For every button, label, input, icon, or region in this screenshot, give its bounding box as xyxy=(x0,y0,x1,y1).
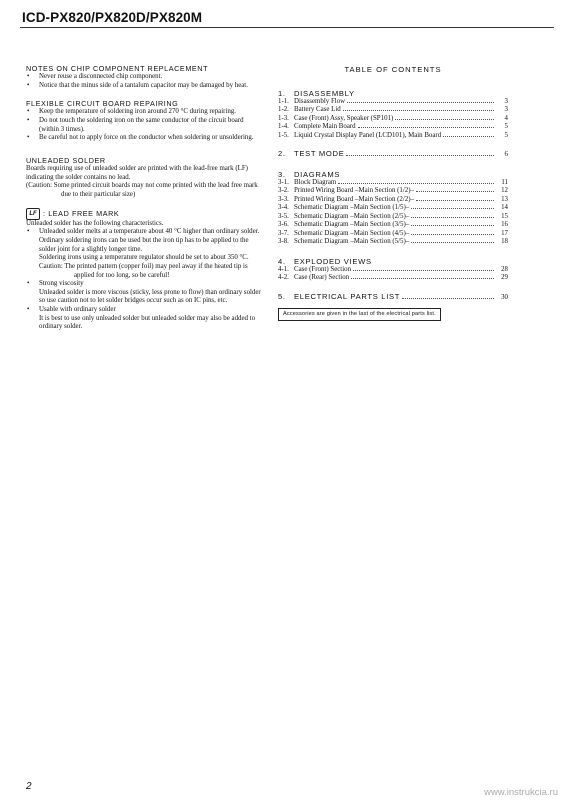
lf-item: • Strong viscosity xyxy=(26,280,262,289)
caution-label: (Caution: xyxy=(26,182,53,190)
toc-entry-label: Case (Front) Assy, Speaker (SP101) xyxy=(294,114,394,122)
toc-page-number: 17 xyxy=(501,229,508,237)
toc-entry[interactable] xyxy=(278,106,508,115)
left-column xyxy=(26,64,262,332)
toc-entry-number: 1-1. xyxy=(278,97,289,105)
toc-entry-label: Case (Rear) Section xyxy=(294,274,350,281)
toc-section-label: ELECTRICAL PARTS LIST xyxy=(294,291,401,301)
toc-entry-label: Printed Wiring Board –Main Section (2/2)– xyxy=(294,195,414,203)
toc-entry[interactable] xyxy=(278,274,508,283)
caution-text: The printed pattern (copper foil) may peel away if the heated tip is applied for too long, so be careful! xyxy=(64,262,248,279)
toc-page-number: 4 xyxy=(504,114,508,122)
leader-dots xyxy=(411,225,494,226)
toc-entry-number: 3-2. xyxy=(278,187,289,194)
unleaded-body: Boards requiring use of unleaded solder are printed with the lead-free mark (LF) indicating the solder contains no lead. xyxy=(26,164,248,181)
leader-dots xyxy=(416,191,494,192)
toc-entry-number: 3-8. xyxy=(278,238,289,245)
accessories-note: Accessories are given in the last of the electrical parts list. xyxy=(278,308,441,321)
unleaded-heading: UNLEADED SOLDER xyxy=(26,155,106,165)
toc-entry-label: Disassembly Flow xyxy=(294,97,346,105)
toc-entry[interactable] xyxy=(278,213,508,222)
toc-entry-label: Complete Main Board xyxy=(294,123,356,130)
leader-dots xyxy=(351,278,494,279)
leader-dots xyxy=(416,200,494,201)
lf-item-detail: Soldering irons using a temperature regulator should be set to about 350 °C. xyxy=(39,254,249,262)
lead-free-mark-icon: LF xyxy=(26,208,40,220)
leader-dots xyxy=(347,102,494,103)
toc-section xyxy=(278,170,508,179)
toc-entry-number: 1-3. xyxy=(278,114,289,122)
toc-section-label: TEST MODE xyxy=(294,149,345,158)
toc-entry-number: 3-5. xyxy=(278,212,289,220)
flex-item: • Be careful not to apply force on the conductor when soldering or unsoldering. xyxy=(26,134,262,143)
toc-page-number: 12 xyxy=(501,187,508,194)
toc-entry[interactable] xyxy=(278,204,508,213)
watermark: www.instrukcia.ru xyxy=(484,787,558,798)
leader-dots xyxy=(343,110,494,111)
header-rule xyxy=(20,27,554,28)
toc-list xyxy=(278,98,508,141)
toc-entry-label: Liquid Crystal Display Panel (LCD101), Main Board xyxy=(294,131,442,139)
toc-entry-label: Schematic Diagram –Main Section (5/5)– xyxy=(294,238,410,245)
chip-item: • Notice that the minus side of a tantalum capacitor may be damaged by heat. xyxy=(26,82,262,91)
toc-entry-label: Schematic Diagram –Main Section (2/5)– xyxy=(294,212,410,220)
toc-page-number: 18 xyxy=(501,238,508,245)
toc-entry-number: 1-4. xyxy=(278,123,289,130)
toc-page-number: 6 xyxy=(504,151,508,158)
toc-page-number: 5 xyxy=(504,123,508,130)
toc-section-number: 4. xyxy=(278,256,286,266)
toc-entry-number: 4-2. xyxy=(278,274,289,281)
flex-heading: FLEXIBLE CIRCUIT BOARD REPAIRING xyxy=(26,99,179,109)
flex-item: • Do not touch the soldering iron on the same conductor of the circuit board (within 3 times). xyxy=(26,117,262,134)
toc-entry-label: Printed Wiring Board –Main Section (1/2)– xyxy=(294,187,414,194)
flex-item: • Keep the temperature of soldering iron around 270 °C during repairing. xyxy=(26,108,262,117)
toc-page-number: 13 xyxy=(501,195,508,203)
toc-entry-label: Schematic Diagram –Main Section (3/5)– xyxy=(294,221,410,228)
toc-entry-label: Schematic Diagram –Main Section (4/5)– xyxy=(294,229,410,237)
toc-section xyxy=(278,257,508,266)
toc-section[interactable] xyxy=(278,293,508,303)
lf-item-detail: It is best to use only unleaded solder but unleaded solder may also be added to ordinary solder. xyxy=(39,314,256,331)
toc-entry[interactable] xyxy=(278,187,508,196)
toc-entry-number: 3-3. xyxy=(278,195,289,203)
toc-title: TABLE OF CONTENTS xyxy=(344,65,442,74)
toc-section-label: DIAGRAMS xyxy=(294,169,341,179)
lf-item: • Usable with ordinary solder xyxy=(26,306,262,315)
leader-dots xyxy=(353,270,494,271)
toc-entry[interactable] xyxy=(278,98,508,107)
unleaded-caution xyxy=(26,182,262,199)
toc-entry[interactable] xyxy=(278,196,508,205)
leader-dots xyxy=(411,242,494,243)
caution-text: Some printed circuit boards may not come printed with the lead free mark due to their particular size) xyxy=(53,182,258,198)
toc-entry-number: 1-2. xyxy=(278,106,289,113)
lf-caution xyxy=(26,263,262,280)
toc-page-number: 16 xyxy=(501,221,508,228)
leader-dots xyxy=(411,234,494,235)
toc-section-number: 5. xyxy=(278,291,286,301)
toc-page-number: 3 xyxy=(504,106,508,113)
toc-section-label: DISASSEMBLY xyxy=(294,88,355,98)
toc-section-number: 3. xyxy=(278,169,286,179)
lf-item-detail: Ordinary soldering irons can be used but the iron tip has to be applied to the solder joint for a slightly longer time. xyxy=(39,236,249,253)
leader-dots xyxy=(411,208,494,209)
leader-dots xyxy=(402,298,494,299)
toc-page-number: 14 xyxy=(501,204,508,211)
chip-item: • Never reuse a disconnected chip component. xyxy=(26,73,262,82)
toc-entry-label: Battery Case Lid xyxy=(294,106,341,113)
table-of-contents xyxy=(278,66,508,321)
leader-dots xyxy=(443,136,494,137)
lf-intro: Unleaded solder has the following characteristics. xyxy=(26,219,164,227)
toc-section-number: 1. xyxy=(278,88,286,98)
toc-list xyxy=(278,266,508,283)
toc-entry[interactable] xyxy=(278,132,508,141)
toc-entry[interactable] xyxy=(278,179,508,188)
toc-section-number: 2. xyxy=(278,149,286,158)
toc-page-number: 15 xyxy=(501,212,508,220)
toc-entry-label: Schematic Diagram –Main Section (1/5)– xyxy=(294,204,410,211)
leader-dots xyxy=(338,183,494,184)
toc-entry[interactable] xyxy=(278,238,508,247)
page-title: ICD-PX820/PX820D/PX820M xyxy=(22,10,203,25)
toc-entry-number: 1-5. xyxy=(278,131,289,139)
toc-entry[interactable] xyxy=(278,115,508,124)
toc-entry-number: 3-6. xyxy=(278,221,289,228)
toc-section[interactable] xyxy=(278,150,508,160)
toc-entry[interactable] xyxy=(278,123,508,132)
toc-page-number: 30 xyxy=(501,293,508,301)
toc-entry[interactable] xyxy=(278,221,508,230)
toc-entry-label: Block Diagram xyxy=(294,178,337,186)
leader-dots xyxy=(358,127,494,128)
toc-section xyxy=(278,89,508,98)
toc-entry[interactable] xyxy=(278,230,508,239)
toc-page-number: 5 xyxy=(504,131,508,139)
caution-label: Caution: xyxy=(39,262,63,270)
lf-item-detail: Unleaded solder is more viscous (sticky, less prone to flow) than ordinary solder so use caution not to let solder bridges occur such as on IC pins, etc. xyxy=(39,288,261,305)
toc-entry-number: 3-4. xyxy=(278,204,289,211)
page-number: 2 xyxy=(26,781,32,792)
toc-page-number: 11 xyxy=(501,178,508,186)
leader-dots xyxy=(411,217,494,218)
toc-entry[interactable] xyxy=(278,266,508,275)
toc-entry-number: 3-7. xyxy=(278,229,289,237)
toc-entry-number: 4-1. xyxy=(278,265,289,273)
chip-heading: NOTES ON CHIP COMPONENT REPLACEMENT xyxy=(26,64,209,73)
toc-entry-label: Case (Front) Section xyxy=(294,265,352,273)
lf-item: • Unleaded solder melts at a temperature about 40 °C higher than ordinary solder. xyxy=(26,228,262,237)
toc-section-label: EXPLODED VIEWS xyxy=(294,256,372,266)
lf-heading: : LEAD FREE MARK xyxy=(43,209,120,219)
lf-heading-row xyxy=(26,208,262,220)
leader-dots xyxy=(395,119,494,120)
toc-entry-number: 3-1. xyxy=(278,178,289,186)
leader-dots xyxy=(346,155,494,156)
toc-list xyxy=(278,179,508,247)
toc-page-number: 29 xyxy=(501,274,508,281)
toc-page-number: 28 xyxy=(501,265,508,273)
toc-page-number: 3 xyxy=(504,97,508,105)
